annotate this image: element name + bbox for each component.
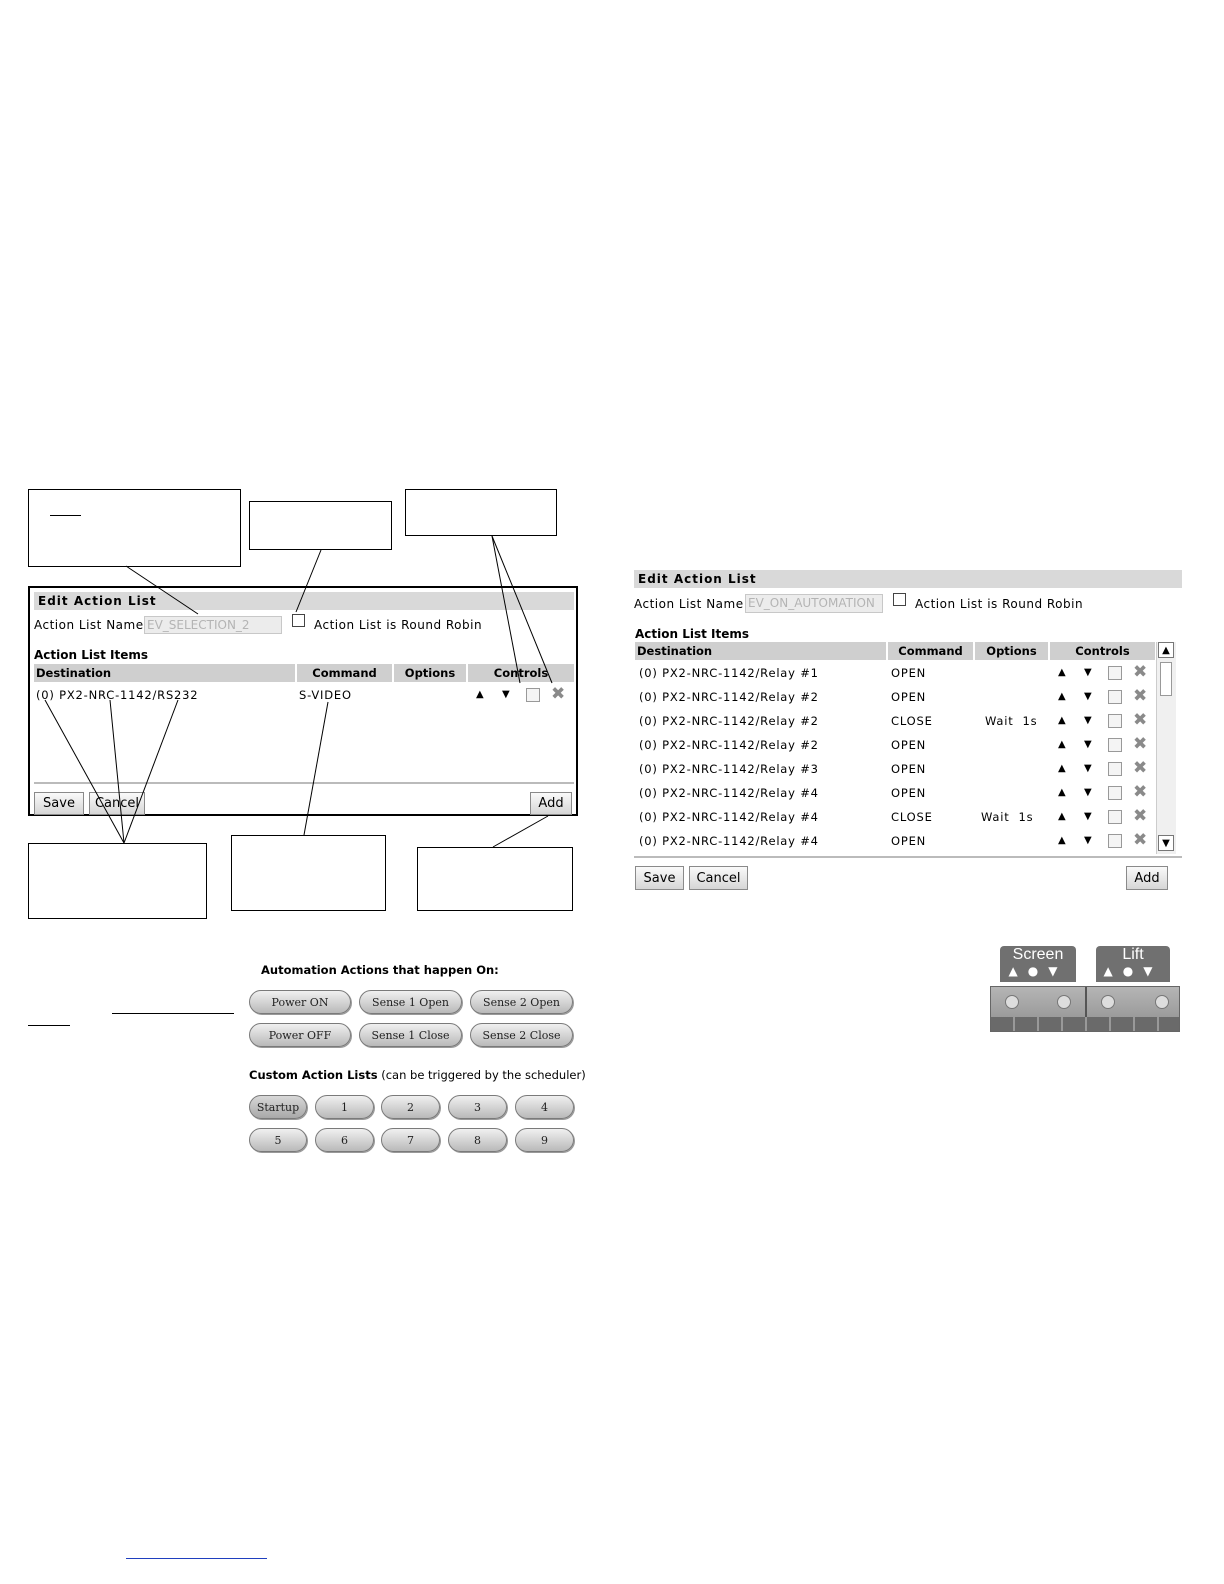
row-command: OPEN: [891, 762, 927, 776]
move-down-icon[interactable]: ▼: [1084, 691, 1092, 702]
move-up-icon[interactable]: ▲: [476, 689, 484, 700]
left-name-label: Action List Name: [34, 618, 144, 632]
left-row-command: S-VIDEO: [299, 688, 352, 702]
scroll-thumb[interactable]: [1160, 662, 1172, 696]
custom-list-4-button[interactable]: 4: [515, 1095, 574, 1119]
right-name-label: Action List Name: [634, 597, 744, 611]
sense-1-close-button[interactable]: Sense 1 Close: [359, 1023, 462, 1047]
left-save-button[interactable]: Save: [34, 792, 84, 815]
edit-icon[interactable]: [1108, 714, 1122, 728]
sense-1-open-button[interactable]: Sense 1 Open: [359, 990, 462, 1014]
left-row-destination: (0) PX2-NRC-1142/RS232: [36, 688, 199, 702]
move-down-icon[interactable]: ▼: [1084, 811, 1092, 822]
right-cancel-button[interactable]: Cancel: [689, 866, 748, 890]
row-destination: (0) PX2-NRC-1142/Relay #4: [639, 786, 819, 800]
row-command: OPEN: [891, 738, 927, 752]
screen-label: Screen: [1012, 946, 1064, 963]
left-col-destination: Destination: [34, 664, 297, 682]
custom-list-5-button[interactable]: 5: [249, 1128, 307, 1152]
custom-list-6-button[interactable]: 6: [315, 1128, 374, 1152]
move-up-icon[interactable]: ▲: [1058, 739, 1066, 750]
custom-list-3-button[interactable]: 3: [448, 1095, 507, 1119]
table-row: [635, 805, 1155, 829]
move-down-icon[interactable]: ▼: [1084, 667, 1092, 678]
custom-lists-title: Custom Action Lists: [249, 1068, 378, 1082]
table-row: [635, 709, 1155, 733]
table-row: [635, 829, 1155, 853]
delete-icon[interactable]: ✖: [1133, 686, 1148, 706]
left-col-command: Command: [297, 664, 394, 682]
delete-icon[interactable]: ✖: [1133, 734, 1148, 754]
terminal-block: [990, 986, 1180, 1032]
row-options: Wait 1s: [985, 714, 1038, 728]
row-command: OPEN: [891, 834, 927, 848]
left-panel-title: Edit Action List: [34, 592, 574, 610]
row-destination: (0) PX2-NRC-1142/Relay #4: [639, 810, 819, 824]
right-edit-action-list-panel: [634, 570, 1182, 895]
table-row: [635, 685, 1155, 709]
edit-icon[interactable]: [1108, 810, 1122, 824]
table-row: [635, 757, 1155, 781]
lift-label: Lift: [1122, 946, 1144, 963]
right-col-command: Command: [888, 642, 975, 660]
terminal-base: [991, 1017, 1179, 1031]
delete-icon[interactable]: ✖: [1133, 806, 1148, 826]
custom-list-8-button[interactable]: 8: [448, 1128, 507, 1152]
right-panel-title: Edit Action List: [634, 570, 1182, 588]
table-scrollbar[interactable]: [1156, 642, 1176, 854]
device-front-panel: [990, 944, 1180, 1032]
row-command: CLOSE: [891, 714, 933, 728]
edit-icon[interactable]: [1108, 738, 1122, 752]
custom-lists-heading: [249, 1068, 586, 1082]
right-table-header: [635, 642, 1155, 660]
power-off-button[interactable]: Power OFF: [249, 1023, 351, 1047]
move-up-icon[interactable]: ▲: [1058, 763, 1066, 774]
left-cancel-button[interactable]: Cancel: [89, 792, 145, 815]
right-divider: [634, 856, 1182, 858]
row-destination: (0) PX2-NRC-1142/Relay #2: [639, 690, 819, 704]
custom-list-2-button[interactable]: 2: [381, 1095, 440, 1119]
right-table-body: [635, 661, 1155, 855]
custom-lists-note: (can be triggered by the scheduler): [381, 1068, 586, 1082]
custom-list-9-button[interactable]: 9: [515, 1128, 574, 1152]
edit-icon[interactable]: [1108, 690, 1122, 704]
terminal-screw: [1057, 995, 1071, 1009]
custom-list-1-button[interactable]: 1: [315, 1095, 374, 1119]
terminal-screw: [1155, 995, 1169, 1009]
move-up-icon[interactable]: ▲: [1058, 835, 1066, 846]
move-up-icon[interactable]: ▲: [1058, 715, 1066, 726]
right-add-button[interactable]: Add: [1126, 866, 1168, 890]
row-destination: (0) PX2-NRC-1142/Relay #3: [639, 762, 819, 776]
right-round-robin-label: Action List is Round Robin: [915, 597, 1084, 611]
move-down-icon[interactable]: ▼: [1084, 763, 1092, 774]
row-destination: (0) PX2-NRC-1142/Relay #1: [639, 666, 819, 680]
scroll-up-icon[interactable]: ▲: [1158, 642, 1174, 658]
move-down-icon[interactable]: ▼: [1084, 835, 1092, 846]
footer-link-underline: [126, 1558, 267, 1559]
underline-long: [112, 1013, 234, 1014]
row-options: Wait 1s: [981, 810, 1034, 824]
left-items-heading: Action List Items: [34, 648, 149, 662]
right-items-heading: Action List Items: [635, 627, 750, 641]
custom-list-7-button[interactable]: 7: [381, 1128, 440, 1152]
screen-arrows: ▲●▼: [1008, 964, 1068, 978]
lift-label-plate: [1096, 946, 1170, 982]
move-up-icon[interactable]: ▲: [1058, 691, 1066, 702]
delete-icon[interactable]: ✖: [1133, 662, 1148, 682]
move-up-icon[interactable]: ▲: [1058, 811, 1066, 822]
edit-icon[interactable]: [1108, 666, 1122, 680]
move-down-icon[interactable]: ▼: [1084, 787, 1092, 798]
left-name-input[interactable]: EV_SELECTION_2: [144, 616, 282, 634]
power-on-button[interactable]: Power ON: [249, 990, 351, 1014]
terminal-screw: [1005, 995, 1019, 1009]
lift-arrows: ▲●▼: [1103, 964, 1163, 978]
delete-icon[interactable]: ✖: [1133, 758, 1148, 778]
left-col-options: Options: [394, 664, 468, 682]
row-destination: (0) PX2-NRC-1142/Relay #2: [639, 738, 819, 752]
automation-heading: Automation Actions that happen On:: [261, 963, 499, 977]
move-up-icon[interactable]: ▲: [1058, 667, 1066, 678]
custom-list-startup-button[interactable]: Startup: [249, 1095, 307, 1119]
sense-2-open-button[interactable]: Sense 2 Open: [470, 990, 573, 1014]
delete-icon[interactable]: ✖: [1133, 830, 1148, 850]
screen-label-plate: [1000, 946, 1076, 982]
edit-icon[interactable]: [1108, 834, 1122, 848]
row-command: OPEN: [891, 786, 927, 800]
row-destination: (0) PX2-NRC-1142/Relay #4: [639, 834, 819, 848]
right-col-options: Options: [975, 642, 1050, 660]
table-row: [635, 733, 1155, 757]
right-col-destination: Destination: [635, 642, 888, 660]
right-round-robin-checkbox[interactable]: [893, 593, 906, 606]
terminal-screw: [1101, 995, 1115, 1009]
underline-short: [28, 1025, 70, 1026]
left-round-robin-label: Action List is Round Robin: [314, 618, 483, 632]
left-add-button[interactable]: Add: [530, 792, 572, 815]
delete-icon[interactable]: ✖: [551, 684, 566, 704]
scroll-down-icon[interactable]: ▼: [1158, 835, 1174, 851]
delete-icon[interactable]: ✖: [1133, 710, 1148, 730]
sense-2-close-button[interactable]: Sense 2 Close: [470, 1023, 573, 1047]
table-row: [635, 781, 1155, 805]
right-save-button[interactable]: Save: [635, 866, 684, 890]
left-col-controls: Controls: [493, 666, 549, 680]
delete-icon[interactable]: ✖: [1133, 782, 1148, 802]
callout-leader-lines: [0, 0, 600, 950]
row-command: CLOSE: [891, 810, 933, 824]
row-command: OPEN: [891, 666, 927, 680]
table-row: [635, 661, 1155, 685]
move-down-icon[interactable]: ▼: [1084, 715, 1092, 726]
move-up-icon[interactable]: ▲: [1058, 787, 1066, 798]
edit-icon[interactable]: [1108, 786, 1122, 800]
row-destination: (0) PX2-NRC-1142/Relay #2: [639, 714, 819, 728]
edit-icon[interactable]: [1108, 762, 1122, 776]
move-down-icon[interactable]: ▼: [1084, 739, 1092, 750]
row-command: OPEN: [891, 690, 927, 704]
right-name-input[interactable]: EV_ON_AUTOMATION: [745, 594, 883, 613]
move-down-icon[interactable]: ▼: [502, 689, 510, 700]
right-col-controls: Controls: [1075, 644, 1130, 658]
